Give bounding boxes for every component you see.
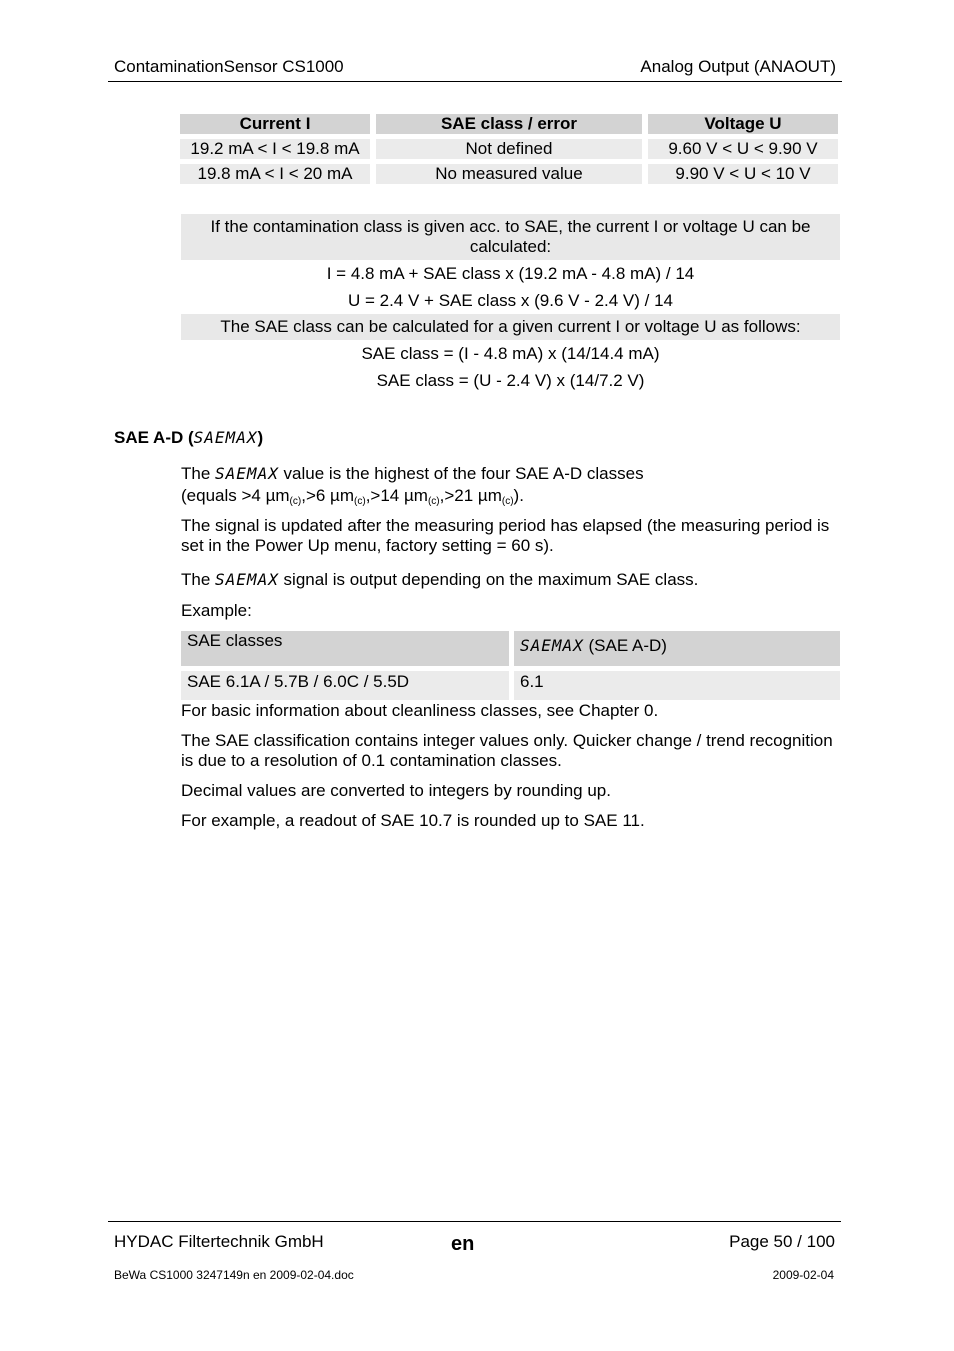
formula-block	[181, 214, 840, 394]
paragraph-signal-update: The signal is updated after the measuring period has elapsed (the measuring period is set in the Power Up menu, factory setting = 60 s).	[181, 516, 830, 555]
table-row	[180, 139, 840, 164]
footer-document-name: BeWa CS1000 3247149n en 2009-02-04.doc	[114, 1268, 354, 1282]
lcd-label-saemax: SAEMAX	[215, 570, 279, 589]
paragraph-basic-info: For basic information about cleanliness classes, see Chapter 0.	[181, 701, 659, 720]
col-header-sae-classes: SAE classes	[181, 631, 509, 666]
table-cell: 9.60 V < U < 9.90 V	[648, 139, 838, 159]
header-section: Analog Output (ANAOUT)	[640, 57, 836, 76]
text: ,>14 µm	[365, 486, 428, 505]
paragraph-saemax-definition	[181, 464, 841, 506]
subscript: (c)	[501, 496, 514, 507]
section-heading	[114, 428, 263, 448]
formula-inverse-intro: The SAE class can be calculated for a given current I or voltage U as follows:	[181, 314, 840, 340]
paragraph-integer-values: The SAE classification contains integer values only. Quicker change / trend recognition is due to a resolution of 0.1 contamination classes.	[181, 731, 833, 770]
text: (SAE A-D)	[583, 636, 667, 655]
text: ).	[513, 486, 524, 505]
text: ,>21 µm	[439, 486, 502, 505]
subscript: (c)	[427, 496, 440, 507]
col-header-current: Current I	[180, 114, 370, 134]
formula-current: I = 4.8 mA + SAE class x (19.2 mA - 4.8 mA) / 14	[326, 264, 695, 283]
lcd-label-saemax: SAEMAX	[215, 464, 279, 483]
table-row	[181, 666, 840, 700]
table-header-row	[181, 631, 840, 666]
header-title: ContaminationSensor CS1000	[114, 57, 344, 76]
subscript: (c)	[354, 496, 366, 507]
paragraph-signal-output	[181, 570, 841, 590]
subscript: (c)	[289, 496, 302, 507]
formula-sae-from-voltage: SAE class = (U - 2.4 V) x (14/7.2 V)	[376, 371, 645, 390]
paragraph-rounding: Decimal values are converted to integers by rounding up.	[181, 781, 611, 800]
text: ,>6 µm	[301, 486, 355, 505]
text: The	[181, 570, 216, 589]
footer-date: 2009-02-04	[772, 1268, 834, 1282]
table-cell: 19.2 mA < I < 19.8 mA	[180, 139, 370, 159]
table-row	[180, 164, 840, 189]
table-cell: Not defined	[376, 139, 642, 159]
col-header-voltage: Voltage U	[648, 114, 838, 134]
text: value is the highest of the four SAE A-D classes	[278, 464, 644, 483]
header-divider	[108, 81, 842, 82]
footer-language: en	[451, 1233, 475, 1255]
text: (equals >4 µm	[181, 486, 290, 505]
footer-page-number: Page 50 / 100	[729, 1232, 835, 1251]
formula-sae-from-current: SAE class = (I - 4.8 mA) x (14/14.4 mA)	[361, 344, 660, 363]
section-heading-suffix: )	[257, 428, 264, 447]
text: The	[181, 464, 216, 483]
col-header-saemax	[514, 631, 840, 666]
formula-voltage: U = 2.4 V + SAE class x (9.6 V - 2.4 V) / 14	[347, 291, 674, 310]
table-cell: 6.1	[514, 671, 840, 700]
example-table	[181, 631, 840, 700]
table-header-row	[180, 114, 840, 139]
current-voltage-table	[180, 114, 840, 189]
col-header-sae-class: SAE class / error	[376, 114, 642, 134]
text: signal is output depending on the maximum SAE class.	[278, 570, 699, 589]
lcd-label-saemax: SAEMAX	[520, 636, 584, 655]
section-heading-prefix: SAE A-D (	[114, 428, 194, 447]
paragraph-rounding-example: For example, a readout of SAE 10.7 is rounded up to SAE 11.	[181, 811, 645, 830]
lcd-label-saemax: SAEMAX	[193, 428, 258, 447]
footer-divider	[108, 1221, 841, 1222]
formula-intro: If the contamination class is given acc. to SAE, the current I or voltage U can be calculated:	[181, 214, 840, 260]
table-cell: 19.8 mA < I < 20 mA	[180, 164, 370, 184]
footer-company: HYDAC Filtertechnik GmbH	[114, 1232, 324, 1251]
table-cell: 9.90 V < U < 10 V	[648, 164, 838, 184]
table-cell: No measured value	[376, 164, 642, 184]
table-cell: SAE 6.1A / 5.7B / 6.0C / 5.5D	[181, 671, 509, 700]
example-label: Example:	[181, 601, 252, 620]
